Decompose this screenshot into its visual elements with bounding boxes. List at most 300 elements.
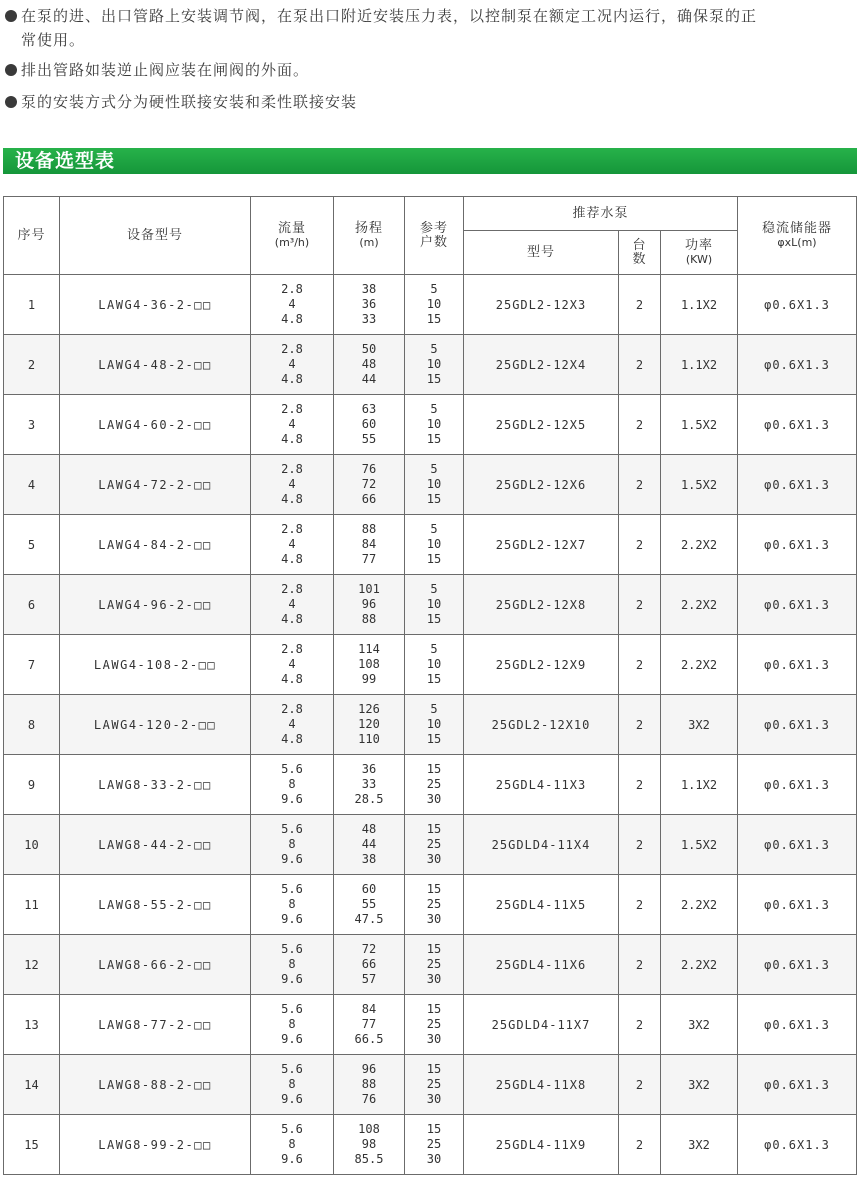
head-value: 60 bbox=[361, 417, 377, 431]
head-value: 88 bbox=[361, 1077, 377, 1091]
flow-value: 2.8 bbox=[281, 642, 303, 656]
cell-pump-model: 25GDLD4-11X4 bbox=[464, 815, 619, 875]
cell-households bbox=[405, 695, 464, 755]
header-households-line1: 参考 bbox=[419, 220, 448, 236]
section-header-bar bbox=[3, 148, 857, 174]
table-row bbox=[4, 815, 857, 875]
flow-value: 4.8 bbox=[281, 612, 303, 626]
households-value: 5 bbox=[430, 522, 438, 536]
cell-pump-model: 25GDL4-11X3 bbox=[464, 755, 619, 815]
cell-households bbox=[405, 755, 464, 815]
header-pump-count-line1: 台 bbox=[632, 237, 647, 253]
cell-flow bbox=[251, 755, 334, 815]
cell-seq: 15 bbox=[4, 1115, 60, 1175]
cell-households bbox=[405, 395, 464, 455]
flow-value: 5.6 bbox=[281, 882, 303, 896]
flow-value: 9.6 bbox=[281, 912, 303, 926]
table-row bbox=[4, 695, 857, 755]
cell-households bbox=[405, 455, 464, 515]
head-value: 110 bbox=[358, 732, 380, 746]
households-value: 30 bbox=[426, 1152, 442, 1166]
cell-pump-model: 25GDL2-12X3 bbox=[464, 275, 619, 335]
section-title: 设备选型表 bbox=[15, 150, 116, 172]
table-row bbox=[4, 1115, 857, 1175]
flow-value: 8 bbox=[288, 1077, 296, 1091]
table-row bbox=[4, 275, 857, 335]
flow-value: 2.8 bbox=[281, 462, 303, 476]
cell-tank: φ0.6X1.3 bbox=[738, 635, 857, 695]
flow-value: 4.8 bbox=[281, 672, 303, 686]
households-value: 15 bbox=[426, 372, 442, 386]
households-value: 10 bbox=[426, 657, 442, 671]
head-value: 36 bbox=[361, 297, 377, 311]
households-value: 30 bbox=[426, 852, 442, 866]
cell-tank: φ0.6X1.3 bbox=[738, 1055, 857, 1115]
head-value: 76 bbox=[361, 1092, 377, 1106]
households-value: 5 bbox=[430, 702, 438, 716]
cell-tank: φ0.6X1.3 bbox=[738, 1115, 857, 1175]
households-value: 10 bbox=[426, 597, 442, 611]
cell-pump-model: 25GDL2-12X4 bbox=[464, 335, 619, 395]
cell-power: 3X2 bbox=[661, 995, 738, 1055]
households-value: 10 bbox=[426, 357, 442, 371]
cell-tank: φ0.6X1.3 bbox=[738, 275, 857, 335]
households-value: 25 bbox=[426, 1137, 442, 1151]
flow-value: 2.8 bbox=[281, 282, 303, 296]
cell-head bbox=[334, 395, 405, 455]
head-value: 98 bbox=[361, 1137, 377, 1151]
flow-value: 2.8 bbox=[281, 702, 303, 716]
cell-flow bbox=[251, 875, 334, 935]
head-value: 47.5 bbox=[354, 912, 384, 926]
households-value: 25 bbox=[426, 777, 442, 791]
table-body bbox=[4, 275, 857, 1175]
cell-seq: 14 bbox=[4, 1055, 60, 1115]
cell-model: LAWG8-44-2-□□ bbox=[60, 815, 251, 875]
head-value: 33 bbox=[361, 777, 377, 791]
flow-value: 2.8 bbox=[281, 582, 303, 596]
flow-value: 9.6 bbox=[281, 792, 303, 806]
head-value: 88 bbox=[361, 522, 377, 536]
flow-value: 4.8 bbox=[281, 492, 303, 506]
cell-power: 2.2X2 bbox=[661, 875, 738, 935]
cell-head bbox=[334, 995, 405, 1055]
households-value: 5 bbox=[430, 342, 438, 356]
table-row bbox=[4, 395, 857, 455]
flow-value: 2.8 bbox=[281, 342, 303, 356]
cell-seq: 5 bbox=[4, 515, 60, 575]
cell-model: LAWG4-60-2-□□ bbox=[60, 395, 251, 455]
head-value: 33 bbox=[361, 312, 377, 326]
cell-pump-count: 2 bbox=[619, 515, 661, 575]
head-value: 48 bbox=[361, 357, 377, 371]
cell-power: 1.1X2 bbox=[661, 755, 738, 815]
cell-pump-count: 2 bbox=[619, 395, 661, 455]
header-flow bbox=[251, 197, 334, 275]
head-value: 63 bbox=[361, 402, 377, 416]
header-tank-unit: φxL(m) bbox=[777, 235, 817, 249]
cell-tank: φ0.6X1.3 bbox=[738, 455, 857, 515]
cell-head bbox=[334, 1115, 405, 1175]
households-value: 10 bbox=[426, 417, 442, 431]
cell-flow bbox=[251, 275, 334, 335]
cell-seq: 11 bbox=[4, 875, 60, 935]
table-row bbox=[4, 755, 857, 815]
head-value: 38 bbox=[361, 282, 377, 296]
cell-flow bbox=[251, 575, 334, 635]
households-value: 15 bbox=[426, 672, 442, 686]
cell-households bbox=[405, 515, 464, 575]
cell-model: LAWG8-77-2-□□ bbox=[60, 995, 251, 1055]
cell-power: 2.2X2 bbox=[661, 635, 738, 695]
cell-tank: φ0.6X1.3 bbox=[738, 395, 857, 455]
households-value: 30 bbox=[426, 792, 442, 806]
head-value: 77 bbox=[361, 552, 377, 566]
households-value: 15 bbox=[426, 762, 442, 776]
note-item bbox=[3, 90, 853, 114]
header-households-line2: 户数 bbox=[419, 234, 448, 250]
flow-value: 5.6 bbox=[281, 822, 303, 836]
households-value: 15 bbox=[426, 822, 442, 836]
table-row bbox=[4, 515, 857, 575]
cell-households bbox=[405, 1055, 464, 1115]
cell-model: LAWG8-66-2-□□ bbox=[60, 935, 251, 995]
cell-tank: φ0.6X1.3 bbox=[738, 335, 857, 395]
flow-value: 5.6 bbox=[281, 1062, 303, 1076]
header-pump-model: 型号 bbox=[464, 231, 619, 275]
households-value: 15 bbox=[426, 432, 442, 446]
cell-seq: 9 bbox=[4, 755, 60, 815]
cell-power: 3X2 bbox=[661, 695, 738, 755]
cell-model: LAWG4-84-2-□□ bbox=[60, 515, 251, 575]
households-value: 25 bbox=[426, 1077, 442, 1091]
cell-flow bbox=[251, 515, 334, 575]
cell-model: LAWG8-99-2-□□ bbox=[60, 1115, 251, 1175]
table-row bbox=[4, 335, 857, 395]
head-value: 66 bbox=[361, 492, 377, 506]
households-value: 15 bbox=[426, 1002, 442, 1016]
cell-power: 3X2 bbox=[661, 1055, 738, 1115]
header-power-label: 功率 bbox=[685, 237, 714, 253]
flow-value: 4.8 bbox=[281, 732, 303, 746]
header-flow-label: 流量 bbox=[277, 220, 306, 236]
cell-flow bbox=[251, 815, 334, 875]
head-value: 88 bbox=[361, 612, 377, 626]
head-value: 48 bbox=[361, 822, 377, 836]
cell-seq: 7 bbox=[4, 635, 60, 695]
flow-value: 9.6 bbox=[281, 972, 303, 986]
cell-pump-count: 2 bbox=[619, 755, 661, 815]
cell-pump-count: 2 bbox=[619, 935, 661, 995]
cell-tank: φ0.6X1.3 bbox=[738, 875, 857, 935]
head-value: 85.5 bbox=[354, 1152, 384, 1166]
households-value: 15 bbox=[426, 492, 442, 506]
header-seq: 序号 bbox=[4, 197, 60, 275]
cell-flow bbox=[251, 935, 334, 995]
header-head bbox=[334, 197, 405, 275]
head-value: 101 bbox=[358, 582, 380, 596]
households-value: 30 bbox=[426, 1032, 442, 1046]
cell-pump-model: 25GDL2-12X6 bbox=[464, 455, 619, 515]
cell-pump-count: 2 bbox=[619, 1055, 661, 1115]
flow-value: 4 bbox=[288, 297, 296, 311]
cell-head bbox=[334, 515, 405, 575]
header-power bbox=[661, 231, 738, 275]
head-value: 44 bbox=[361, 837, 377, 851]
households-value: 25 bbox=[426, 957, 442, 971]
table-row bbox=[4, 575, 857, 635]
cell-head bbox=[334, 815, 405, 875]
note-text: 泵的安装方式分为硬性联接安装和柔性联接安装 bbox=[21, 93, 358, 111]
households-value: 5 bbox=[430, 402, 438, 416]
cell-seq: 4 bbox=[4, 455, 60, 515]
cell-head bbox=[334, 635, 405, 695]
cell-pump-count: 2 bbox=[619, 695, 661, 755]
cell-tank: φ0.6X1.3 bbox=[738, 575, 857, 635]
flow-value: 8 bbox=[288, 1137, 296, 1151]
table-row bbox=[4, 1055, 857, 1115]
cell-head bbox=[334, 935, 405, 995]
head-value: 72 bbox=[361, 942, 377, 956]
cell-model: LAWG4-36-2-□□ bbox=[60, 275, 251, 335]
cell-flow bbox=[251, 335, 334, 395]
cell-households bbox=[405, 815, 464, 875]
cell-flow bbox=[251, 635, 334, 695]
cell-flow bbox=[251, 1115, 334, 1175]
header-flow-unit: (m³/h) bbox=[274, 235, 310, 249]
cell-pump-count: 2 bbox=[619, 335, 661, 395]
cell-pump-model: 25GDL2-12X10 bbox=[464, 695, 619, 755]
cell-flow bbox=[251, 995, 334, 1055]
cell-seq: 12 bbox=[4, 935, 60, 995]
households-value: 15 bbox=[426, 552, 442, 566]
flow-value: 5.6 bbox=[281, 762, 303, 776]
cell-model: LAWG4-48-2-□□ bbox=[60, 335, 251, 395]
note-text: 在泵的进、出口管路上安装调节阀，在泵出口附近安装压力表，以控制泵在额定工况内运行，确保泵的正常使用。 bbox=[21, 7, 758, 49]
cell-power: 3X2 bbox=[661, 1115, 738, 1175]
head-value: 114 bbox=[358, 642, 380, 656]
head-value: 28.5 bbox=[354, 792, 384, 806]
head-value: 84 bbox=[361, 537, 377, 551]
head-value: 60 bbox=[361, 882, 377, 896]
cell-power: 1.1X2 bbox=[661, 275, 738, 335]
cell-households bbox=[405, 575, 464, 635]
cell-head bbox=[334, 755, 405, 815]
head-value: 55 bbox=[361, 432, 377, 446]
cell-households bbox=[405, 1115, 464, 1175]
cell-model: LAWG4-108-2-□□ bbox=[60, 635, 251, 695]
flow-value: 5.6 bbox=[281, 942, 303, 956]
households-value: 25 bbox=[426, 1017, 442, 1031]
cell-model: LAWG4-72-2-□□ bbox=[60, 455, 251, 515]
households-value: 10 bbox=[426, 477, 442, 491]
households-value: 25 bbox=[426, 837, 442, 851]
cell-head bbox=[334, 275, 405, 335]
cell-power: 2.2X2 bbox=[661, 515, 738, 575]
cell-pump-count: 2 bbox=[619, 815, 661, 875]
header-power-unit: (KW) bbox=[685, 252, 713, 266]
households-value: 15 bbox=[426, 732, 442, 746]
cell-tank: φ0.6X1.3 bbox=[738, 935, 857, 995]
cell-power: 1.5X2 bbox=[661, 395, 738, 455]
households-value: 5 bbox=[430, 642, 438, 656]
cell-seq: 6 bbox=[4, 575, 60, 635]
header-recommended-pump: 推荐水泵 bbox=[464, 197, 738, 231]
cell-pump-model: 25GDL2-12X7 bbox=[464, 515, 619, 575]
cell-tank: φ0.6X1.3 bbox=[738, 815, 857, 875]
bullet-dot-icon bbox=[5, 64, 17, 76]
households-value: 30 bbox=[426, 1092, 442, 1106]
flow-value: 2.8 bbox=[281, 402, 303, 416]
cell-head bbox=[334, 695, 405, 755]
note-text: 排出管路如装逆止阀应装在闸阀的外面。 bbox=[21, 61, 310, 79]
header-head-label: 扬程 bbox=[354, 220, 383, 236]
households-value: 5 bbox=[430, 462, 438, 476]
flow-value: 4.8 bbox=[281, 552, 303, 566]
cell-households bbox=[405, 275, 464, 335]
cell-model: LAWG4-120-2-□□ bbox=[60, 695, 251, 755]
cell-flow bbox=[251, 1055, 334, 1115]
equipment-selection-table bbox=[3, 196, 857, 1175]
households-value: 25 bbox=[426, 897, 442, 911]
flow-value: 4.8 bbox=[281, 432, 303, 446]
cell-households bbox=[405, 875, 464, 935]
cell-head bbox=[334, 875, 405, 935]
cell-pump-count: 2 bbox=[619, 1115, 661, 1175]
note-item bbox=[3, 58, 853, 82]
households-value: 15 bbox=[426, 312, 442, 326]
households-value: 30 bbox=[426, 912, 442, 926]
header-pump-count bbox=[619, 231, 661, 275]
cell-seq: 3 bbox=[4, 395, 60, 455]
cell-head bbox=[334, 1055, 405, 1115]
cell-pump-count: 2 bbox=[619, 275, 661, 335]
flow-value: 4 bbox=[288, 417, 296, 431]
households-value: 15 bbox=[426, 612, 442, 626]
flow-value: 4 bbox=[288, 717, 296, 731]
cell-head bbox=[334, 455, 405, 515]
flow-value: 9.6 bbox=[281, 1032, 303, 1046]
table-row bbox=[4, 875, 857, 935]
head-value: 96 bbox=[361, 1062, 377, 1076]
flow-value: 4.8 bbox=[281, 312, 303, 326]
flow-value: 9.6 bbox=[281, 852, 303, 866]
households-value: 10 bbox=[426, 537, 442, 551]
note-item bbox=[3, 4, 761, 52]
cell-pump-count: 2 bbox=[619, 575, 661, 635]
cell-pump-model: 25GDL4-11X9 bbox=[464, 1115, 619, 1175]
flow-value: 4 bbox=[288, 597, 296, 611]
cell-pump-model: 25GDL2-12X8 bbox=[464, 575, 619, 635]
head-value: 120 bbox=[358, 717, 380, 731]
head-value: 55 bbox=[361, 897, 377, 911]
flow-value: 4.8 bbox=[281, 372, 303, 386]
table-row bbox=[4, 455, 857, 515]
table-row bbox=[4, 935, 857, 995]
table-row bbox=[4, 635, 857, 695]
cell-pump-count: 2 bbox=[619, 455, 661, 515]
cell-seq: 10 bbox=[4, 815, 60, 875]
cell-tank: φ0.6X1.3 bbox=[738, 515, 857, 575]
cell-power: 2.2X2 bbox=[661, 575, 738, 635]
cell-pump-model: 25GDL2-12X9 bbox=[464, 635, 619, 695]
cell-seq: 8 bbox=[4, 695, 60, 755]
households-value: 15 bbox=[426, 882, 442, 896]
cell-seq: 13 bbox=[4, 995, 60, 1055]
head-value: 66.5 bbox=[354, 1032, 384, 1046]
flow-value: 4 bbox=[288, 657, 296, 671]
head-value: 38 bbox=[361, 852, 377, 866]
households-value: 5 bbox=[430, 282, 438, 296]
flow-value: 8 bbox=[288, 837, 296, 851]
cell-tank: φ0.6X1.3 bbox=[738, 755, 857, 815]
cell-model: LAWG8-55-2-□□ bbox=[60, 875, 251, 935]
bullet-dot-icon bbox=[5, 96, 17, 108]
cell-pump-model: 25GDL4-11X8 bbox=[464, 1055, 619, 1115]
head-value: 99 bbox=[361, 672, 377, 686]
cell-model: LAWG8-88-2-□□ bbox=[60, 1055, 251, 1115]
notes-list bbox=[3, 4, 853, 114]
cell-pump-count: 2 bbox=[619, 635, 661, 695]
cell-pump-model: 25GDL4-11X6 bbox=[464, 935, 619, 995]
header-pump-count-line2: 数 bbox=[632, 251, 647, 267]
cell-tank: φ0.6X1.3 bbox=[738, 695, 857, 755]
households-value: 15 bbox=[426, 1062, 442, 1076]
cell-pump-count: 2 bbox=[619, 995, 661, 1055]
head-value: 76 bbox=[361, 462, 377, 476]
flow-value: 8 bbox=[288, 957, 296, 971]
cell-model: LAWG8-33-2-□□ bbox=[60, 755, 251, 815]
flow-value: 4 bbox=[288, 357, 296, 371]
header-model: 设备型号 bbox=[60, 197, 251, 275]
households-value: 5 bbox=[430, 582, 438, 596]
bullet-dot-icon bbox=[5, 10, 17, 22]
head-value: 66 bbox=[361, 957, 377, 971]
cell-head bbox=[334, 575, 405, 635]
cell-flow bbox=[251, 695, 334, 755]
flow-value: 2.8 bbox=[281, 522, 303, 536]
cell-pump-count: 2 bbox=[619, 875, 661, 935]
flow-value: 4 bbox=[288, 477, 296, 491]
flow-value: 4 bbox=[288, 537, 296, 551]
cell-households bbox=[405, 935, 464, 995]
flow-value: 8 bbox=[288, 777, 296, 791]
cell-households bbox=[405, 335, 464, 395]
header-head-unit: (m) bbox=[359, 235, 379, 249]
cell-model: LAWG4-96-2-□□ bbox=[60, 575, 251, 635]
households-value: 10 bbox=[426, 297, 442, 311]
cell-seq: 1 bbox=[4, 275, 60, 335]
header-tank bbox=[738, 197, 857, 275]
flow-value: 8 bbox=[288, 1017, 296, 1031]
cell-tank: φ0.6X1.3 bbox=[738, 995, 857, 1055]
flow-value: 9.6 bbox=[281, 1152, 303, 1166]
households-value: 15 bbox=[426, 1122, 442, 1136]
head-value: 84 bbox=[361, 1002, 377, 1016]
flow-value: 8 bbox=[288, 897, 296, 911]
table-row bbox=[4, 995, 857, 1055]
cell-power: 2.2X2 bbox=[661, 935, 738, 995]
head-value: 57 bbox=[361, 972, 377, 986]
households-value: 10 bbox=[426, 717, 442, 731]
flow-value: 5.6 bbox=[281, 1122, 303, 1136]
head-value: 77 bbox=[361, 1017, 377, 1031]
header-tank-label: 稳流储能器 bbox=[762, 220, 833, 236]
cell-seq: 2 bbox=[4, 335, 60, 395]
flow-value: 5.6 bbox=[281, 1002, 303, 1016]
cell-pump-model: 25GDL4-11X5 bbox=[464, 875, 619, 935]
cell-power: 1.5X2 bbox=[661, 455, 738, 515]
